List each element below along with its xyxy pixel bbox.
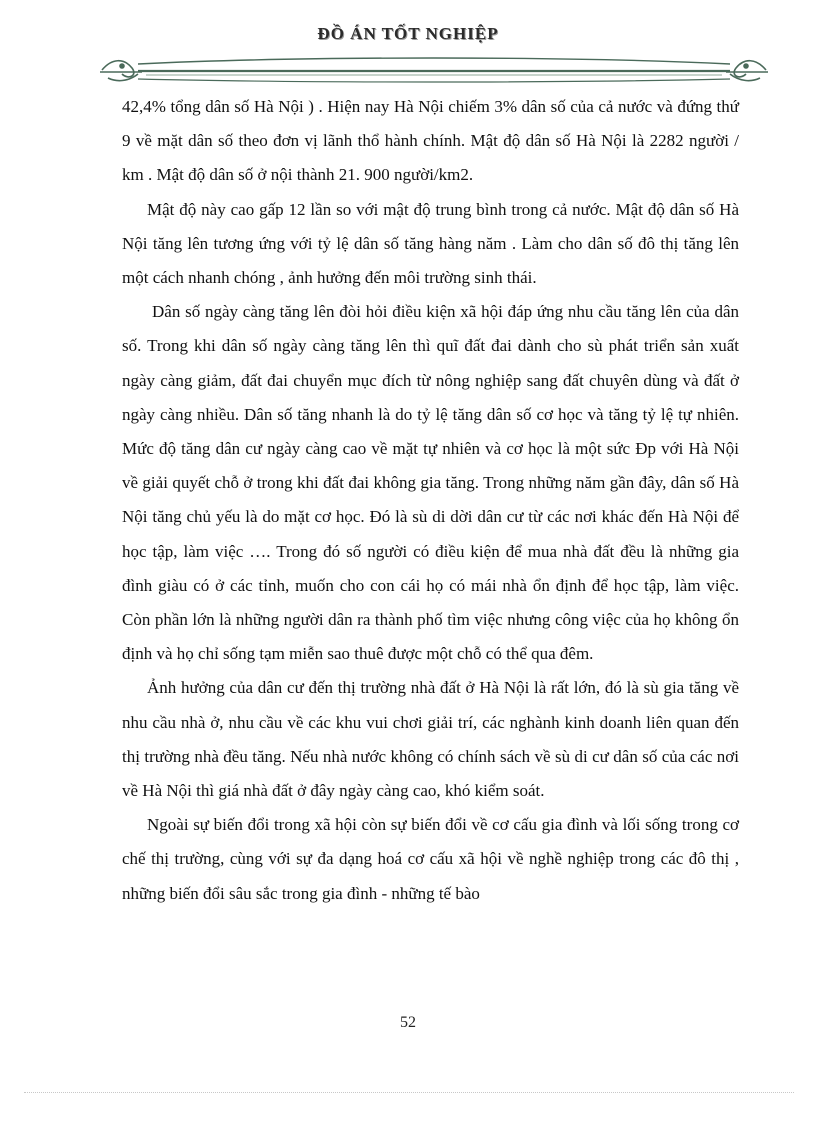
paragraph-2: Mật độ này cao gấp 12 lần so với mật độ trung bình trong cả nước. Mật độ dân số Hà Nội tăng lên tương ứng với tỷ lệ dân số tăng hàng năm . Làm cho dân số đô thị tăng lên một cách nhanh chóng , ảnh hưởng đến môi trường sinh thái. — [122, 199, 739, 288]
ornament-upper-line — [138, 58, 730, 64]
paragraph-4: Ảnh hưởng của dân cư đến thị trường nhà đất ở Hà Nội là rất lớn, đó là sù gia tăng về nhu cầu nhà ở, nhu cầu về các khu vui chơi giải trí, các nghành kinh doanh liên quan đến thị trường nhà đều tăng. Nếu nhà nước không có chính sách về sù di cư dân số của các nơi về Hà Nội thì giá nhà đất ở đây ngày càng cao, khó kiểm soát. — [122, 678, 739, 801]
paragraph-1: 42,4% tổng dân số Hà Nội ) . Hiện nay Hà Nội chiếm 3% dân số của cả nước và đứng thứ 9 về mặt dân số theo đơn vị lãnh thổ hành chính. Mật độ dân số Hà Nội là 2282 người / km . Mật độ dân số ở nội thành 21. 900 người/km2. — [122, 97, 739, 185]
page-number: 52 — [400, 1014, 416, 1031]
paragraph-3: Dân số ngày càng tăng lên đòi hỏi điều kiện xã hội đáp ứng nhu cầu tăng lên của dân số. Trong khi dân số ngày càng tăng lên thì quĩ đất đai dành cho sù phát triển sản xuất ngày càng giảm, đất đai chuyển mục đích từ nông nghiệp sang đất chuyên dùng và đất ở ngày càng nhiều. Dân số tăng nhanh là do tỷ lệ tăng dân số cơ học và tăng tỷ lệ tự nhiên. Mức độ tăng dân cư ngày càng cao về mặt tự nhiên và cơ học là một sức Ðp với Hà Nội về giải quyết chỗ ở trong khi đất đai không gia tăng. Trong những năm gần đây, dân số Hà Nội tăng chủ yếu là do mặt cơ học. Đó là sù di dời dân cư từ các nơi khác đến Hà Nội để học tập, làm việc …. Trong đó số người có điều kiện để mua nhà đất đều là những gia đình giàu có ở các tỉnh, muốn cho con cái họ có mái nhà ổn định để học tập, làm việc. Còn phần lớn là những người dân ra thành phố tìm việc nhưng công việc của họ không ổn định và họ chỉ sống tạm miễn sao thuê được một chỗ có thể qua đêm. — [122, 302, 739, 664]
page-header-title: ĐỒ ÁN TỐT NGHIỆP — [317, 24, 499, 43]
page-bottom-divider — [24, 1092, 794, 1093]
ornament-lower-line — [138, 79, 730, 82]
left-flourish-icon — [100, 61, 142, 81]
header-ornament-divider — [98, 52, 770, 84]
right-flourish-icon — [726, 61, 768, 81]
body-text — [122, 90, 739, 911]
paragraph-5: Ngoài sự biến đổi trong xã hội còn sự biến đổi về cơ cấu gia đình và lối sống trong cơ chế thị trường, cùng với sự đa dạng hoá cơ cấu xã hội về nghề nghiệp trong các đô thị , những biến đổi sâu sắc trong gia đình - những tế bào — [122, 815, 739, 903]
